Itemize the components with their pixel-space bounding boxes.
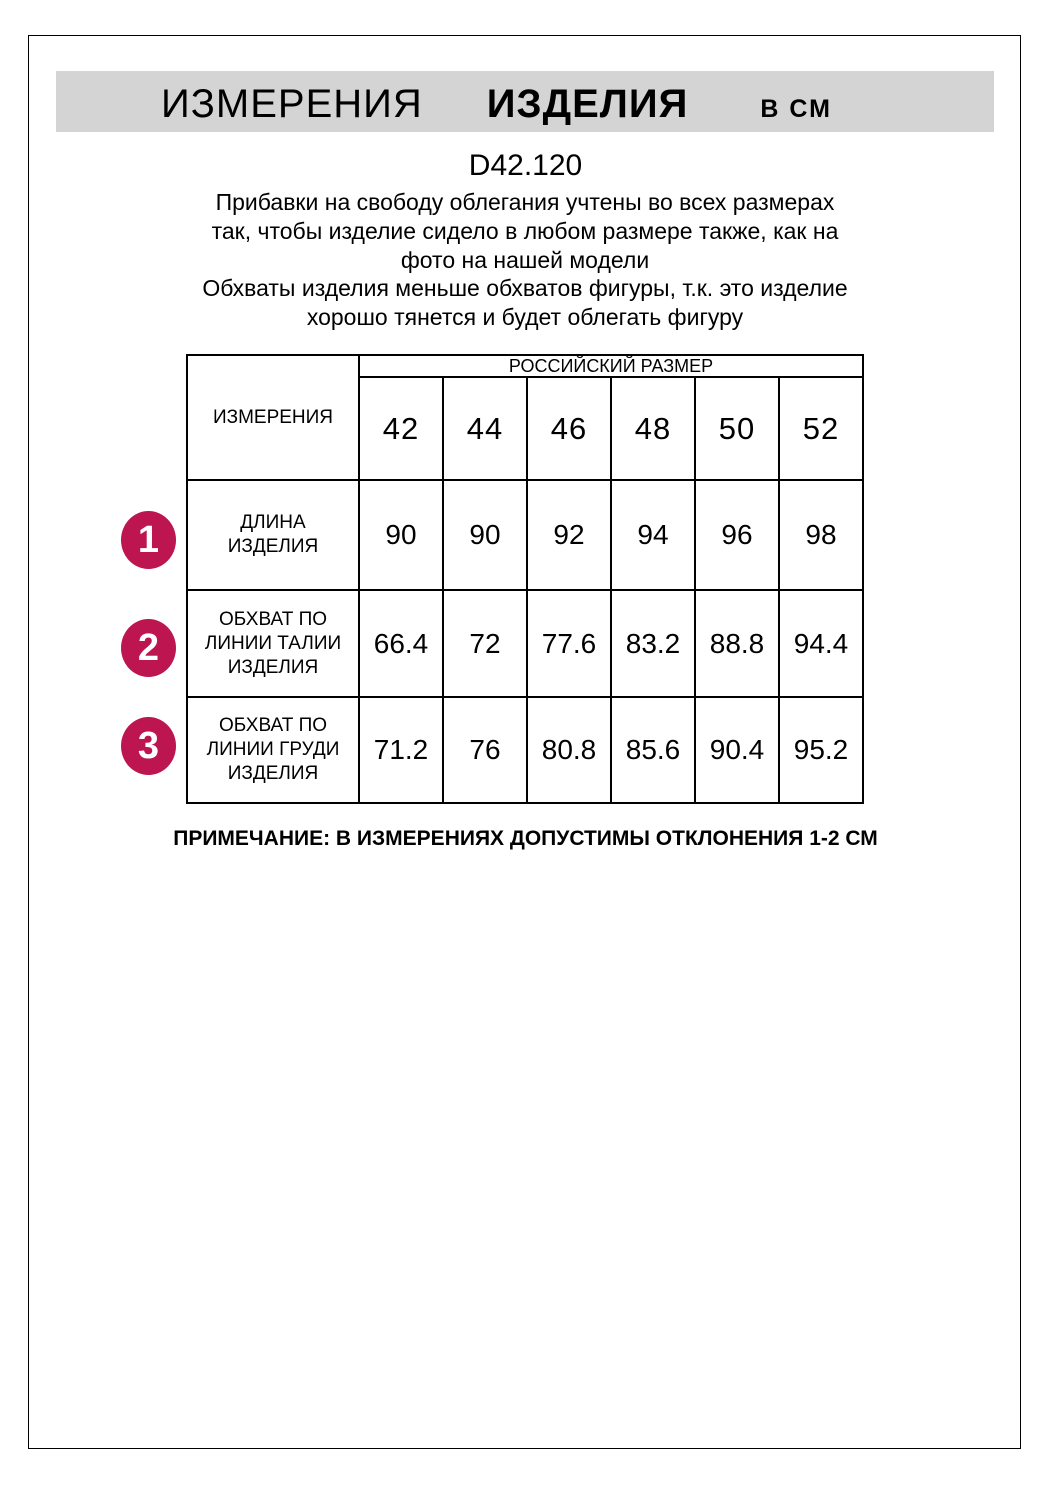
value-cell: 90: [443, 480, 527, 590]
intro-paragraph-2-line: Обхваты изделия меньше обхватов фигуры, т.к. это изделие: [202, 275, 848, 301]
row-badge-3: [121, 717, 176, 775]
intro-paragraph-1: [145, 188, 905, 275]
value-cell: 98: [779, 480, 863, 590]
value-cell: 95.2: [779, 697, 863, 803]
table-row: [187, 590, 863, 697]
row-badge-2: [121, 619, 176, 677]
title-product: ИЗДЕЛИЯ: [486, 82, 689, 126]
value-cell: 83.2: [611, 590, 695, 697]
header-bar: [56, 71, 994, 132]
value-cell: 85.6: [611, 697, 695, 803]
row-label: ОБХВАТ ПО ЛИНИИ ГРУДИ ИЗДЕЛИЯ: [187, 697, 359, 803]
row-label: ОБХВАТ ПО ЛИНИИ ТАЛИИ ИЗДЕЛИЯ: [187, 590, 359, 697]
intro-paragraph-1-line: так, чтобы изделие сидело в любом размере также, как на: [211, 218, 839, 244]
note-text: ПРИМЕЧАНИЕ: В ИЗМЕРЕНИЯХ ДОПУСТИМЫ ОТКЛОНЕНИЯ 1-2 СМ: [173, 827, 878, 850]
value-cell: 88.8: [695, 590, 779, 697]
intro-paragraph-1-line: фото на нашей модели: [400, 247, 650, 273]
size-header: 46: [527, 377, 611, 480]
intro-paragraph-2: [145, 274, 905, 332]
value-cell: 94.4: [779, 590, 863, 697]
intro-paragraph-1-line: Прибавки на свободу облегания учтены во всех размерах: [215, 189, 835, 215]
value-cell: 92: [527, 480, 611, 590]
value-cell: 90.4: [695, 697, 779, 803]
table-row: [187, 480, 863, 590]
row-badge-1: [121, 511, 176, 569]
intro-paragraph-2-line: хорошо тянется и будет облегать фигуру: [306, 304, 744, 330]
badge-number: 1: [137, 518, 160, 561]
size-table: [186, 354, 864, 804]
badge-number: 3: [137, 724, 160, 767]
value-cell: 77.6: [527, 590, 611, 697]
model-code: D42.120: [468, 149, 583, 182]
value-cell: 71.2: [359, 697, 443, 803]
badge-number: 2: [137, 626, 160, 669]
table-row: [187, 697, 863, 803]
row-label: ДЛИНА ИЗДЕЛИЯ: [187, 480, 359, 590]
corner-label: ИЗМЕРЕНИЯ: [187, 355, 359, 480]
page-frame: [28, 35, 1021, 1449]
size-header: 50: [695, 377, 779, 480]
table-row: [187, 355, 863, 377]
value-cell: 80.8: [527, 697, 611, 803]
value-cell: 96: [695, 480, 779, 590]
value-cell: 72: [443, 590, 527, 697]
group-header: РОССИЙСКИЙ РАЗМЕР: [359, 355, 863, 377]
value-cell: 76: [443, 697, 527, 803]
title-units: В СМ: [760, 95, 832, 123]
value-cell: 66.4: [359, 590, 443, 697]
value-cell: 90: [359, 480, 443, 590]
size-header: 52: [779, 377, 863, 480]
value-cell: 94: [611, 480, 695, 590]
size-header: 48: [611, 377, 695, 480]
size-header: 44: [443, 377, 527, 480]
size-header: 42: [359, 377, 443, 480]
title-measurements: ИЗМЕРЕНИЯ: [161, 82, 423, 126]
